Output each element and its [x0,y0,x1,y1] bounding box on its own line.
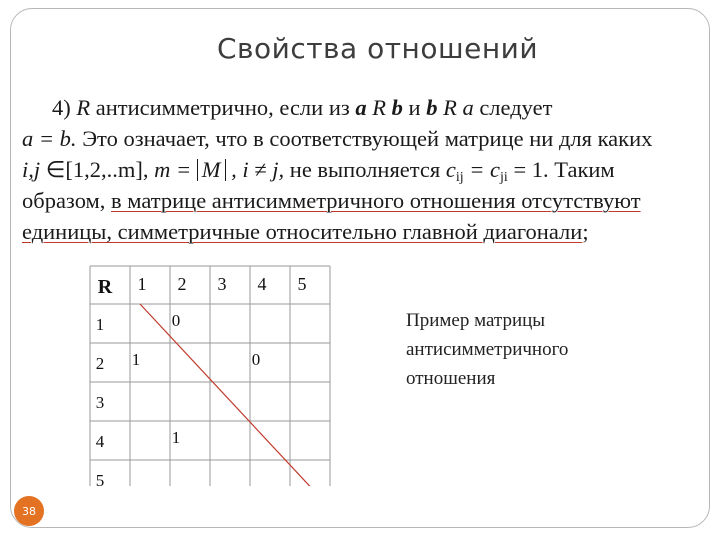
cardinality-bracket [197,159,226,181]
m-equals: m = [154,157,192,182]
paragraph-line-1 [22,92,702,123]
matrix-grid [88,264,348,486]
definition-paragraph [22,92,702,247]
matrix-cell-value: 0 [171,311,181,330]
relation-matrix [88,264,348,486]
text-span: ; [582,219,589,244]
equals-c: = c [469,157,501,182]
underlined-text: единицы, симметричные относительно главной диагонали [22,219,583,244]
paragraph-line-5 [22,216,702,247]
matrix-cell-value: 0 [251,350,261,369]
example-caption: Пример матрицы антисимметричного отношения [406,310,569,389]
matrix-corner-label: R [97,276,113,298]
row-header: 2 [95,354,105,373]
indices-ij: i,j [22,157,41,182]
column-header: 1 [137,274,147,294]
text-span: и [408,95,421,120]
text-span: не выполняется [289,157,441,182]
page-number-badge: 38 [14,496,44,526]
c-ij-subscript: ij [455,170,464,185]
text-span: следует [479,95,553,120]
row-header: 4 [95,432,105,451]
row-header: 5 [95,471,105,486]
var-a: a [462,95,474,120]
equation-a-eq-b: a = b. [22,126,77,151]
text-span: антисимметрично, если из [95,95,350,120]
column-header: 2 [177,274,187,294]
paragraph-line-4 [22,185,702,216]
text-span: = 1. Таким [513,157,615,182]
c-ij: c [445,157,456,182]
condition-i-neq-j: , i ≠ j, [231,157,285,182]
index-range: ∈[1,2,..m], [45,157,149,182]
main-diagonal [140,304,318,486]
row-header: 1 [95,315,105,334]
var-b: b [426,95,438,120]
set-M: M [201,157,221,182]
matrix-cell-value: 1 [171,428,181,447]
text-span: Это означает, что в соответствующей матрице ни для каких [82,126,653,151]
item-number: 4) [52,95,71,120]
var-b: b [391,95,403,120]
paragraph-line-3 [22,154,702,185]
paragraph-line-2 [22,123,702,154]
matrix-cell-value: 1 [131,350,141,369]
c-ji-subscript: ji [500,170,508,185]
column-header: 3 [217,274,227,294]
underlined-text: в матрице антисимметричного отношения отсутствуют [111,188,641,213]
relation-symbol: R [372,95,387,120]
relation-symbol: R [443,95,457,120]
column-header: 5 [297,274,307,294]
text-span: образом, [22,188,106,213]
var-a: a [355,95,367,120]
row-header: 3 [95,393,105,412]
slide-title: Свойства отношений [216,32,539,65]
column-header: 4 [257,274,267,294]
relation-symbol: R [76,95,91,120]
